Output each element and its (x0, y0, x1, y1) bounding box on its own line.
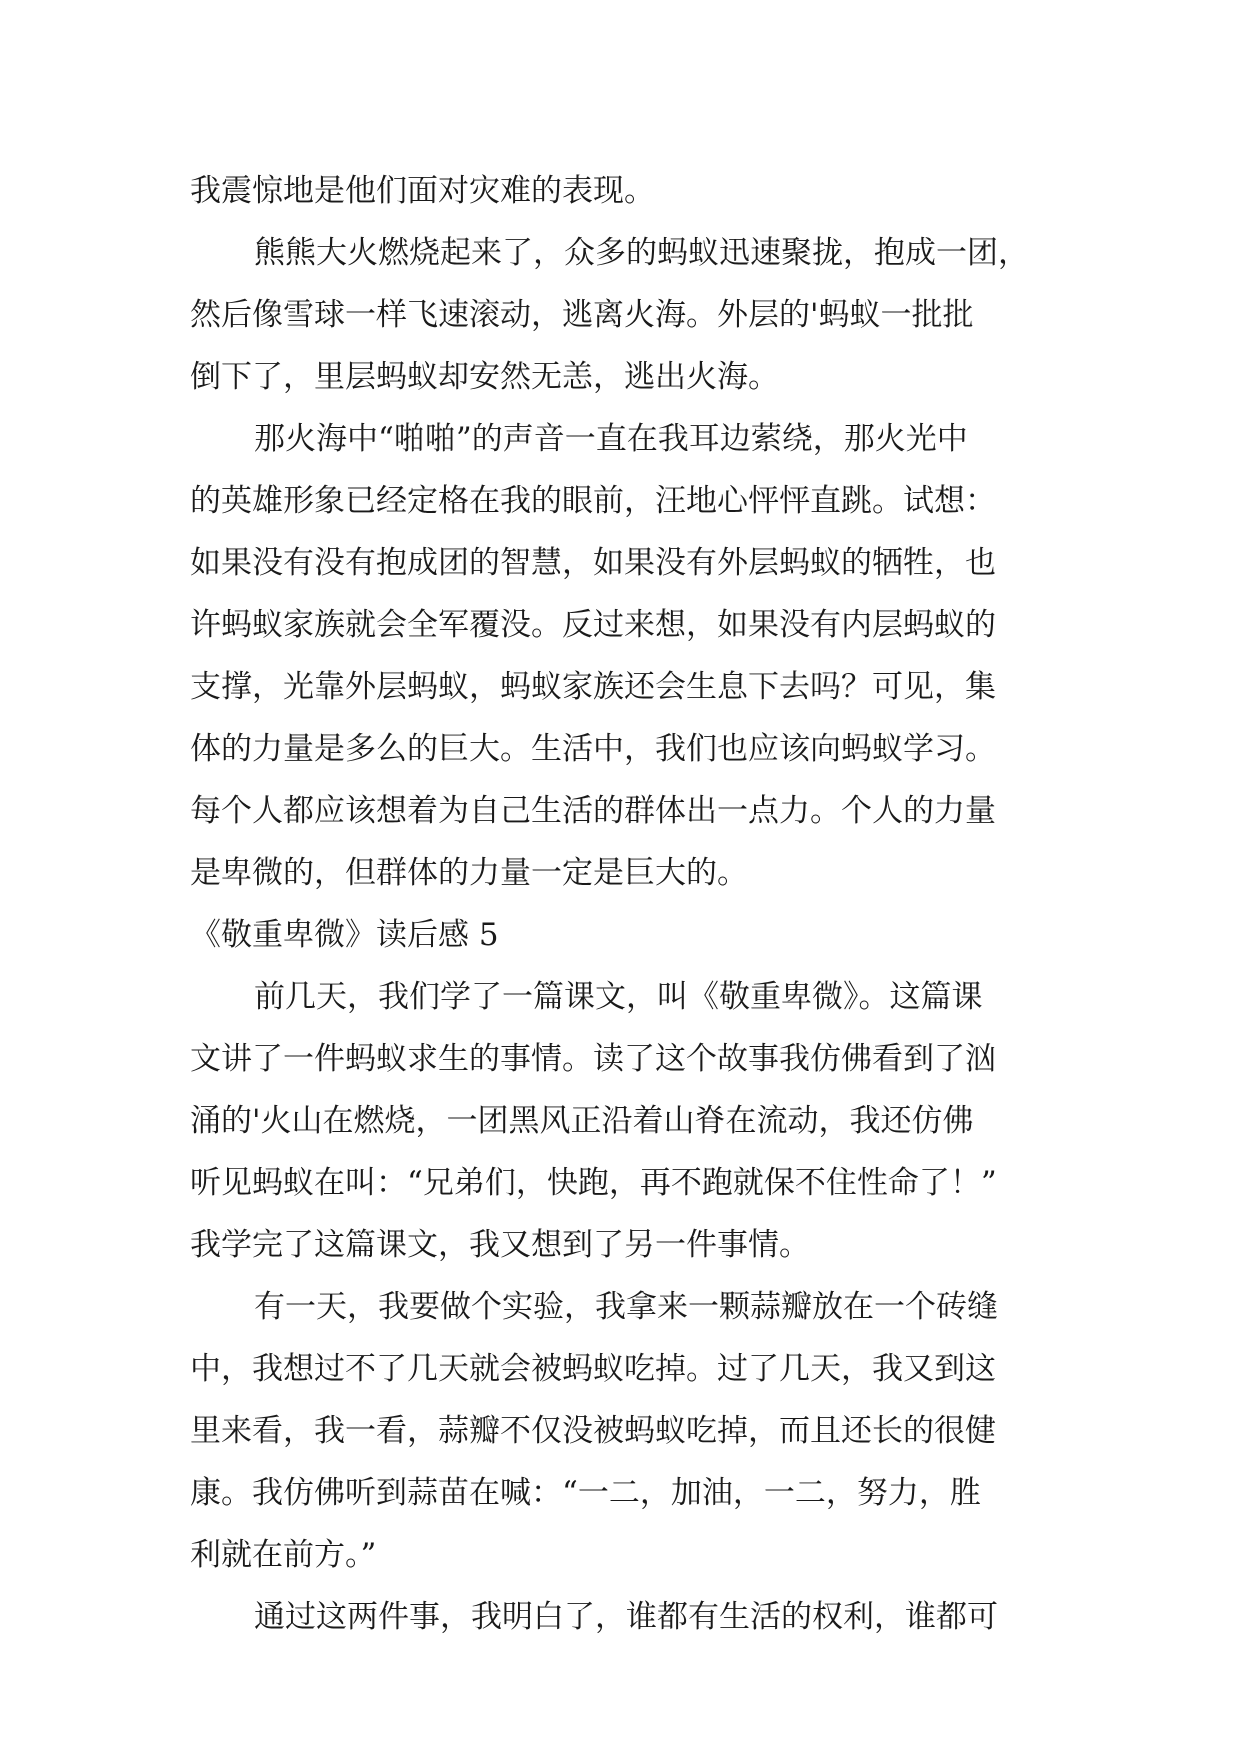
paragraph-line: 许蚂蚁家族就会全军覆没。反过来想，如果没有内层蚂蚁的 (190, 607, 996, 643)
paragraph-line: 前几天，我们学了一篇课文，叫《敬重卑微》。这篇课 (254, 979, 983, 1015)
paragraph-line: 有一天，我要做个实验，我拿来一颗蒜瓣放在一个砖缝 (254, 1289, 998, 1325)
paragraph-line: 体的力量是多么的巨大。生活中，我们也应该向蚂蚁学习。 (190, 731, 996, 767)
paragraph-line: 通过这两件事，我明白了，谁都有生活的权利，谁都可 (254, 1599, 998, 1635)
paragraph-line: 我震惊地是他们面对灾难的表现。 (190, 173, 655, 209)
paragraph-line: 听见蚂蚁在叫：“兄弟们，快跑，再不跑就保不住性命了！” (190, 1165, 997, 1201)
paragraph-line: 支撑，光靠外层蚂蚁，蚂蚁家族还会生息下去吗？可见，集 (190, 669, 996, 705)
document-page (190, 160, 1060, 1648)
paragraph-line: 康。我仿佛听到蒜苗在喊：“一二，加油，一二，努力，胜 (190, 1475, 981, 1511)
paragraph-line: 熊熊大火燃烧起来了，众多的蚂蚁迅速聚拢，抱成一团， (254, 235, 1029, 271)
paragraph-line: 利就在前方。” (190, 1537, 377, 1573)
paragraph-line: 如果没有没有抱成团的智慧，如果没有外层蚂蚁的牺牲，也 (190, 545, 996, 581)
paragraph-line: 的英雄形象已经定格在我的眼前，汪地心怦怦直跳。试想： (190, 483, 996, 519)
paragraph-line: 那火海中“啪啪”的声音一直在我耳边萦绕，那火光中 (254, 421, 968, 457)
paragraph-line: 涌的'火山在燃烧，一团黑风正沿着山脊在流动，我还仿佛 (190, 1103, 974, 1139)
paragraph-line: 是卑微的，但群体的力量一定是巨大的。 (190, 855, 748, 891)
paragraph-line: 文讲了一件蚂蚁求生的事情。读了这个故事我仿佛看到了汹 (190, 1041, 996, 1077)
paragraph-line: 里来看，我一看，蒜瓣不仅没被蚂蚁吃掉，而且还长的很健 (190, 1413, 996, 1449)
paragraph-line: 倒下了，里层蚂蚁却安然无恙，逃出火海。 (190, 359, 779, 395)
paragraph-line: 然后像雪球一样飞速滚动，逃离火海。外层的'蚂蚁一批批 (190, 297, 974, 333)
paragraph-line: 中，我想过不了几天就会被蚂蚁吃掉。过了几天，我又到这 (190, 1351, 996, 1387)
paragraph-line: 我学完了这篇课文，我又想到了另一件事情。 (190, 1227, 810, 1263)
paragraph-line: 每个人都应该想着为自己生活的群体出一点力。个人的力量 (190, 793, 996, 829)
section-heading: 《敬重卑微》读后感 5 (190, 917, 499, 953)
